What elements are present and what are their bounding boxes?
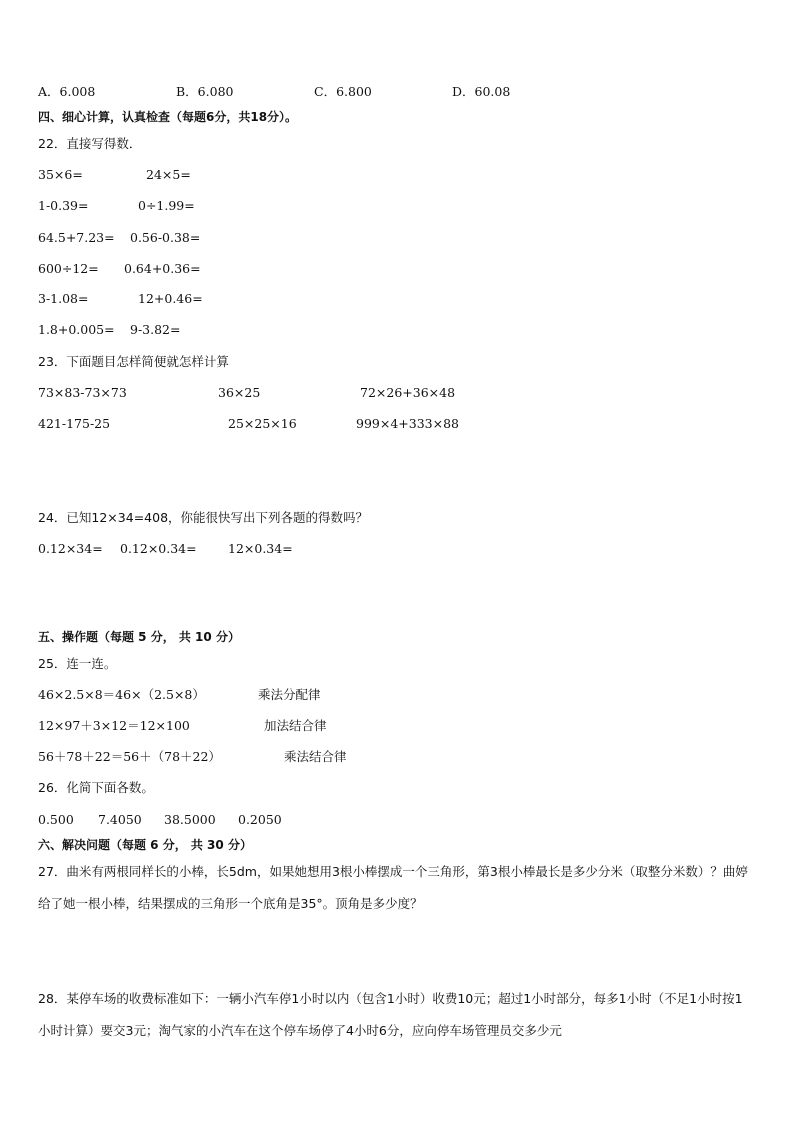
q26-item: 38.5000 xyxy=(164,812,216,827)
q23-item: 421-175-25 xyxy=(38,416,111,431)
q26-item: 0.500 xyxy=(38,812,74,827)
q25-expression: 56＋78＋22＝56＋（78＋22） xyxy=(38,749,221,764)
q22-row xyxy=(38,291,338,307)
q22-row xyxy=(38,167,338,183)
q22-item: 600÷12= xyxy=(38,261,99,276)
q25-expression: 12×97＋3×12＝12×100 xyxy=(38,718,190,733)
q22-row xyxy=(38,322,338,338)
q25-title: 25．连一连。 xyxy=(38,656,117,671)
q22-title: 22．直接写得数． xyxy=(38,136,142,151)
q25-row xyxy=(38,749,538,765)
q22-item: 64.5+7.23= xyxy=(38,230,115,245)
section6-title: 六、解决问题（每题 6 分， 共 30 分） xyxy=(38,838,252,852)
q22-item: 12+0.46= xyxy=(138,291,203,306)
q25-law: 乘法结合律 xyxy=(284,749,347,764)
q23-item: 36×25 xyxy=(218,385,261,400)
q22-item: 35×6= xyxy=(38,167,83,182)
option-d: D．60.08 xyxy=(452,84,511,99)
q22-item: 0.64+0.36= xyxy=(124,261,201,276)
q26-item: 0.2050 xyxy=(238,812,282,827)
q22-item: 24×5= xyxy=(146,167,191,182)
q23-title: 23．下面题目怎样简便就怎样计算 xyxy=(38,354,229,369)
q22-item: 3-1.08= xyxy=(38,291,89,306)
option-b: B．6.080 xyxy=(176,84,234,99)
q22-item: 0÷1.99= xyxy=(138,198,195,213)
q24-row xyxy=(38,541,438,557)
q23-item: 25×25×16 xyxy=(228,416,297,431)
q23-item: 999×4+333×88 xyxy=(356,416,459,431)
q22-row xyxy=(38,230,338,246)
q26-item: 7.4050 xyxy=(98,812,142,827)
q27-text: 27．曲米有两根同样长的小棒，长5dm，如果她想用3根小棒摆成一个三角形，第3根小棒最长是多少分米（取整分米数）？曲婷给了她一根小棒，结果摆成的三角形一个底角是35°。顶角是多少度？ xyxy=(38,864,748,911)
q24-item: 0.12×34= xyxy=(38,541,103,556)
q23-item: 72×26+36×48 xyxy=(360,385,456,400)
q22-row xyxy=(38,261,338,277)
q23-row xyxy=(38,385,538,401)
q28-text: 28．某停车场的收费标准如下：一辆小汽车停1小时以内（包含1小时）收费10元；超过1小时部分，每多1小时（不足1小时按1小时计算）要交3元；淘气家的小汽车在这个停车场停了4小时6分，应向停车场管理员交多少元 xyxy=(38,991,743,1038)
q23-row xyxy=(38,416,538,432)
q24-item: 0.12×0.34= xyxy=(120,541,197,556)
q25-row xyxy=(38,687,538,703)
q25-law: 乘法分配律 xyxy=(258,687,321,702)
q22-item: 0.56-0.38= xyxy=(130,230,201,245)
q25-expression: 46×2.5×8＝46×（2.5×8） xyxy=(38,687,205,702)
q22-item: 1.8+0.005= xyxy=(38,322,115,337)
q22-row xyxy=(38,198,338,214)
q24-item: 12×0.34= xyxy=(228,541,293,556)
q22-item: 1-0.39= xyxy=(38,198,89,213)
q26-row xyxy=(38,812,438,828)
option-a: A．6.008 xyxy=(38,84,96,99)
q23-item: 73×83-73×73 xyxy=(38,385,127,400)
q24-title: 24．已知12×34=408，你能很快写出下列各题的得数吗？ xyxy=(38,510,369,525)
q25-row xyxy=(38,718,538,734)
section4-title: 四、细心计算，认真检查（每题6分，共18分）。 xyxy=(38,110,298,124)
section5-title: 五、操作题（每题 5 分， 共 10 分） xyxy=(38,630,240,644)
q22-item: 9-3.82= xyxy=(130,322,181,337)
q26-title: 26．化简下面各数。 xyxy=(38,780,154,795)
option-c: C．6.800 xyxy=(314,84,372,99)
q21-options xyxy=(38,84,758,100)
q25-law: 加法结合律 xyxy=(264,718,327,733)
